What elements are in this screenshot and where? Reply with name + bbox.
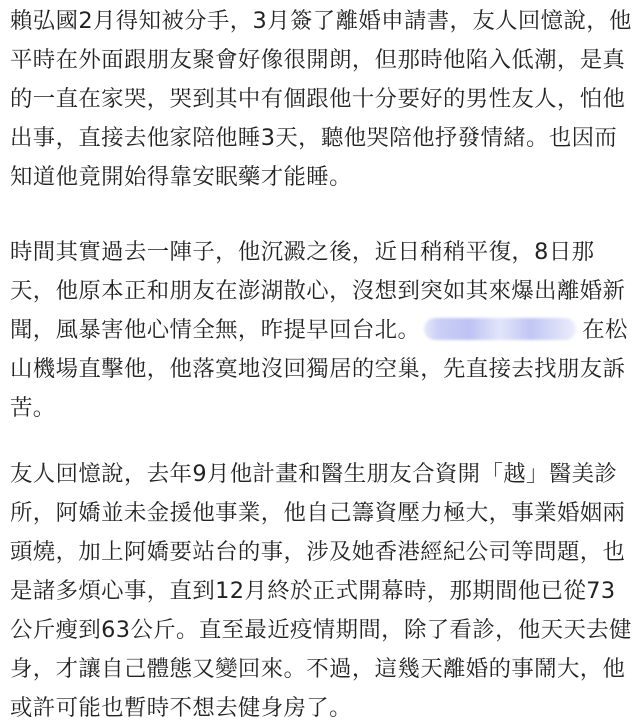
paragraph-text-before-redaction: 時間其實過去一陣子，他沉澱之後，近日稍稍平復，8日那天，他原本正和朋友在澎湖散心，沒想到突如其來爆出離婚新聞，風暴害他心情全無，昨提早回台北。 — [10, 239, 626, 343]
paragraph-divorce-background: 賴弘國2月得知被分手，3月簽了離婚申請書，友人回憶說，他平時在外面跟朋友聚會好像很開朗，但那時他陷入低潮，是真的一直在家哭，哭到其中有個跟他十分要好的男性友人，怕他出事，直接去他家陪他睡3天，聽他哭陪他抒發情緒。也因而知道他竟開始得靠安眠藥才能睡。 — [10, 8, 632, 190]
blurred-redaction — [424, 318, 576, 340]
paragraph-clinic-business: 友人回憶說，去年9月他計畫和醫生朋友合資開「越」醫美診所，阿嬌並未金援他事業，他自己籌資壓力極大，事業婚姻兩頭燒，加上阿嬌要站台的事，涉及她香港經紀公司等問題，也是諸多煩心事，直到12月終於正式開幕時，那期間他已從73公斤瘦到63公斤。直至最近疫情期間，除了看診，他天天去健身，才讓自己體態又變回來。不過，這幾天離婚的事鬧大，他或許可能也暫時不想去健身房了。 — [10, 461, 632, 721]
paragraph-text-after-redaction: 在松山機場直擊他，他落寞地沒回獨居的空巢，先直接去找朋友訴苦。 — [10, 317, 628, 421]
paragraph-airport-return — [10, 233, 634, 428]
